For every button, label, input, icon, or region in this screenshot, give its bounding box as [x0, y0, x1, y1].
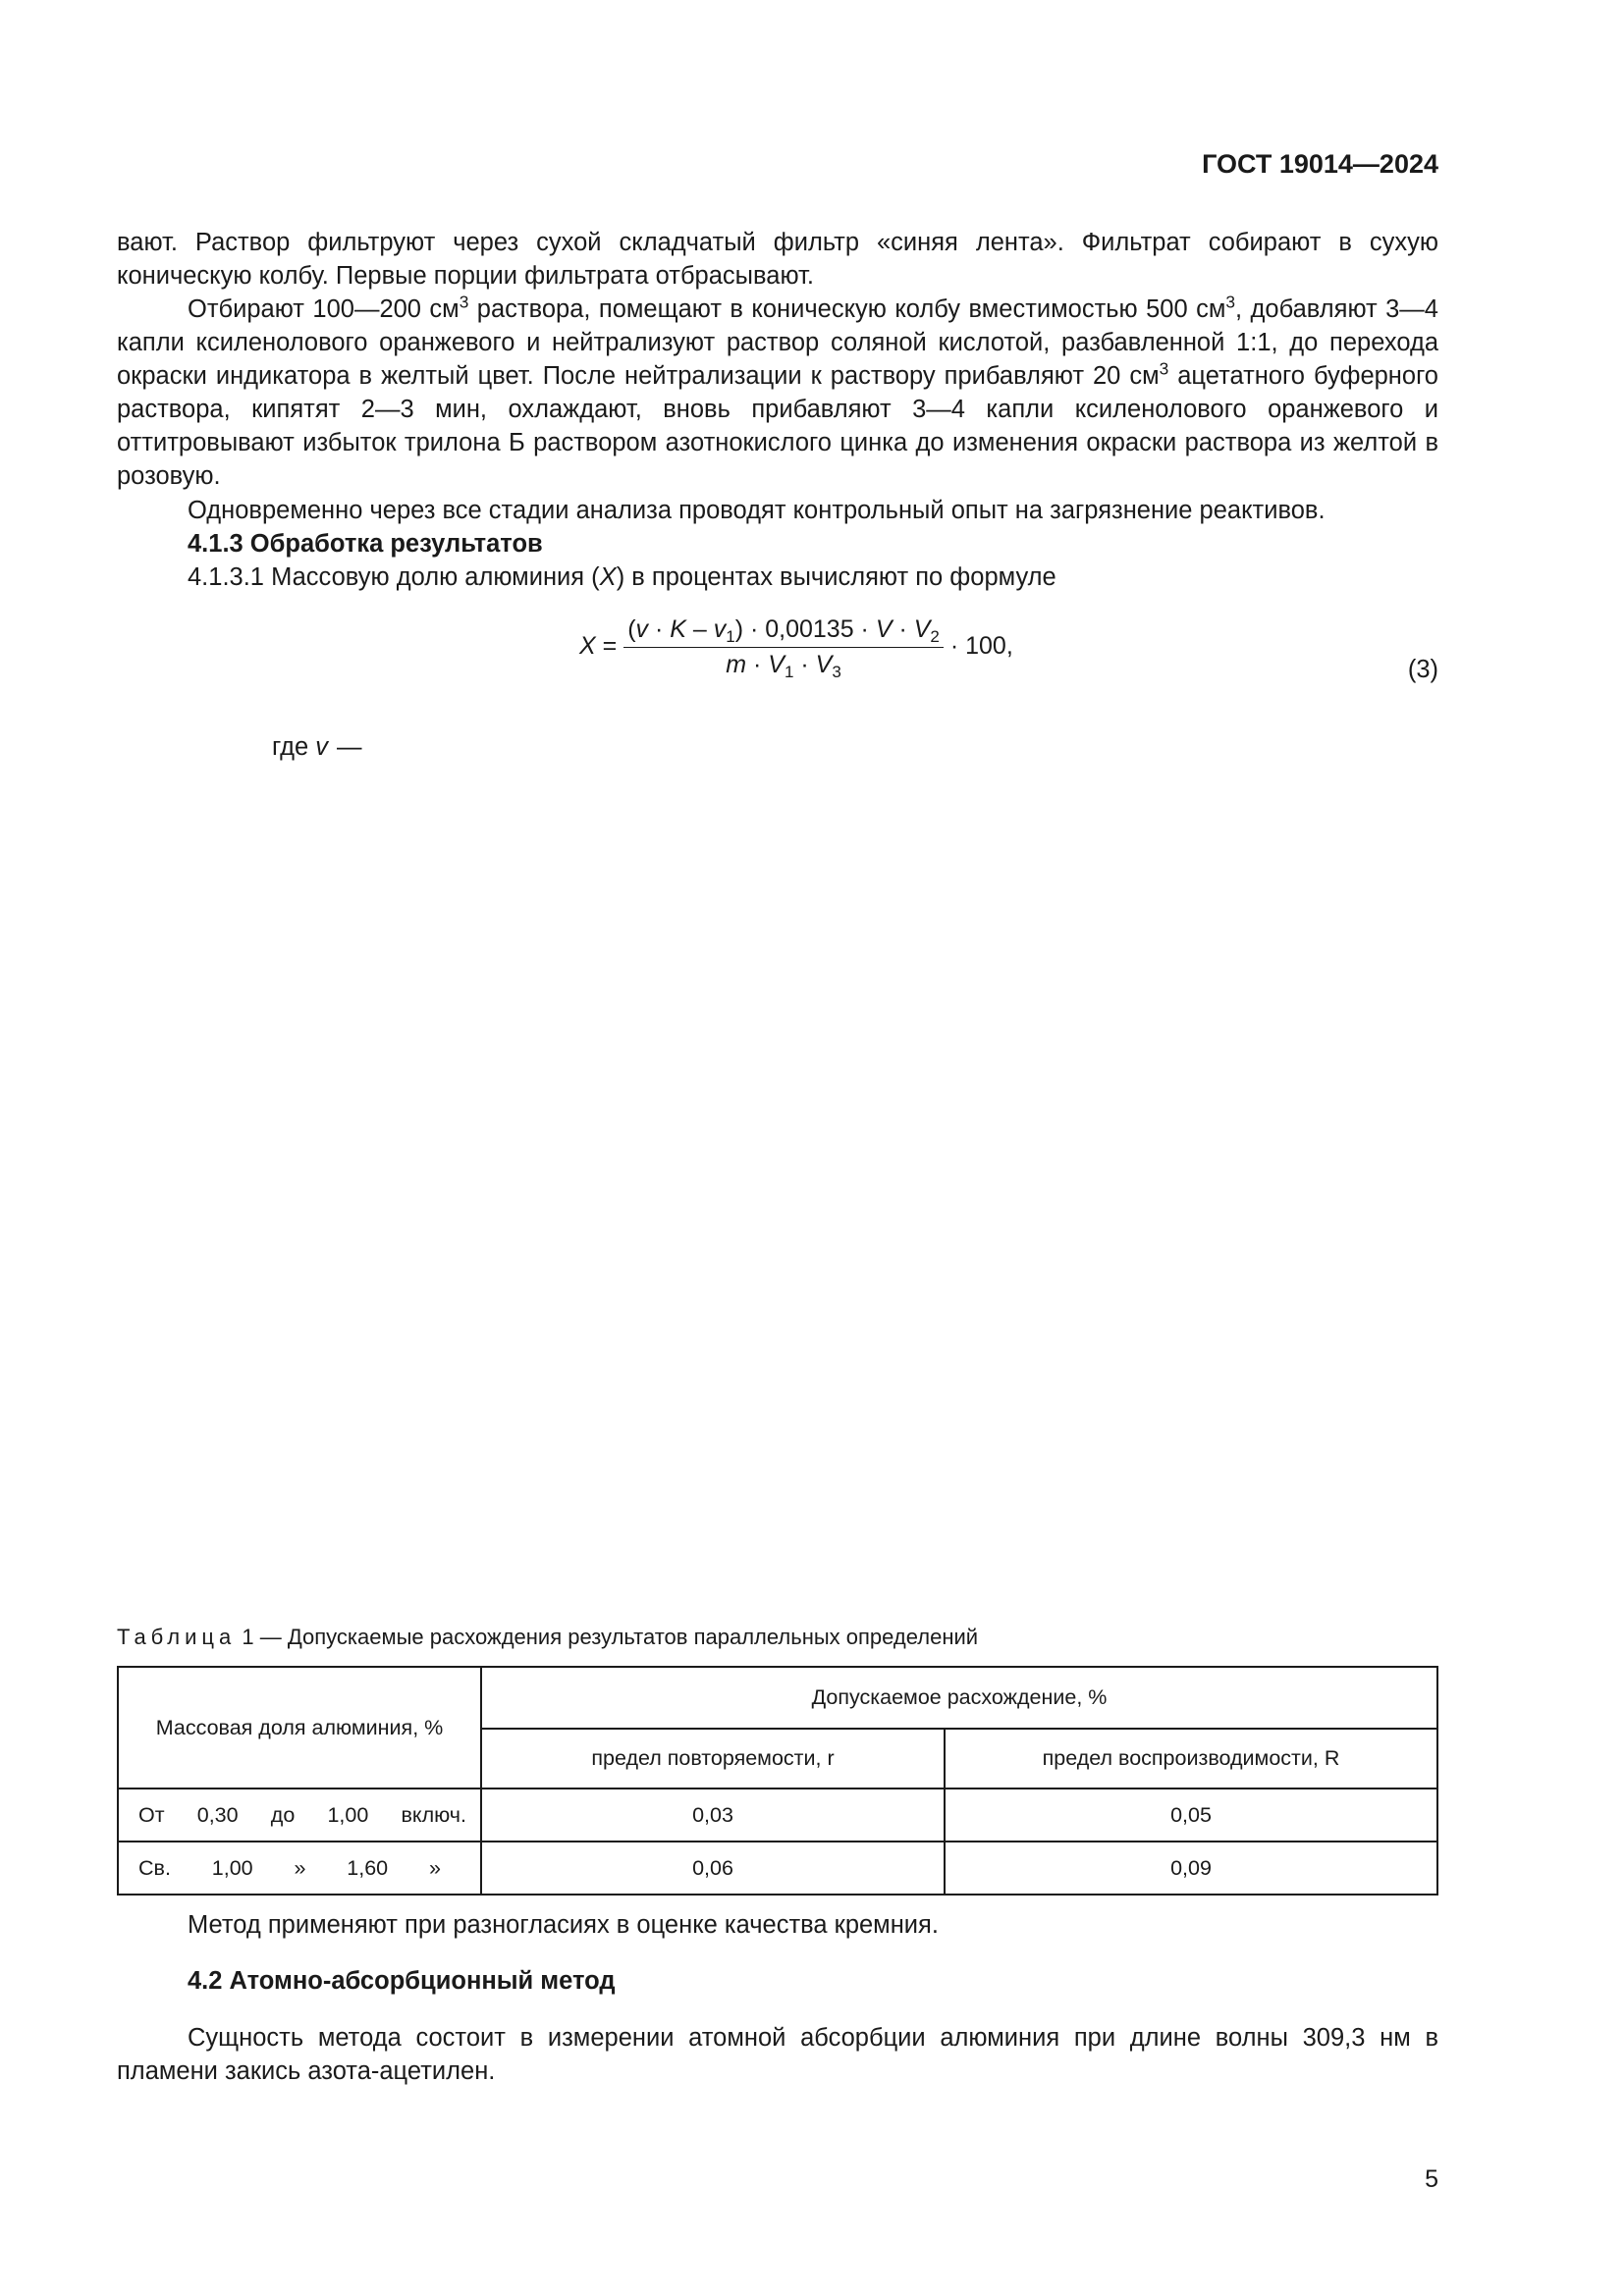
- row-r-cell: 0,03: [481, 1789, 945, 1842]
- paragraph-4-1-3-1: 4.1.3.1 Массовую долю алюминия (X) в процентах вычисляют по формуле: [188, 563, 1056, 591]
- page-number: 5: [1425, 2165, 1438, 2193]
- table-row: [118, 1789, 1437, 1842]
- table-row: [118, 1842, 1437, 1895]
- row-R-cell: 0,09: [945, 1842, 1437, 1895]
- row-r-cell: 0,06: [481, 1842, 945, 1895]
- header-reproducibility: предел воспроизводимости, R: [945, 1729, 1437, 1789]
- row-range-cell: От 0,30 до 1,00 включ.: [118, 1789, 481, 1842]
- definition-v: где v —: [271, 733, 362, 761]
- heading-4-2: 4.2 Атомно-абсорбционный метод: [188, 1967, 616, 1995]
- table-caption: Таблица 1 — Допускаемые расхождения результатов параллельных определений: [117, 1625, 979, 1649]
- paragraph-control-test: Одновременно через все стадии анализа проводят контрольный опыт на загрязнение реактивов.: [188, 497, 1326, 524]
- header-repeatability: предел повторяемости, r: [481, 1729, 945, 1789]
- row-R-cell: 0,05: [945, 1789, 1437, 1842]
- paragraph-method-usage: Метод применяют при разногласиях в оценке качества кремния.: [188, 1911, 939, 1939]
- equation-number-3: (3): [1407, 656, 1438, 683]
- header-mass-fraction: Массовая доля алюминия, %: [118, 1667, 481, 1789]
- table-1: [117, 1666, 1438, 1896]
- paragraph-4-2: Сущность метода состоит в измерении атомной абсорбции алюминия при длине волны 309,3 нм в пламени закись азота-ацетилен.: [117, 2024, 1438, 2085]
- row-range-cell: Св. 1,00 » 1,60 »: [118, 1842, 481, 1895]
- header-allowed-deviation: Допускаемое расхождение, %: [481, 1667, 1437, 1729]
- document-id: ГОСТ 19014—2024: [1202, 149, 1438, 179]
- paragraph-filtration: вают. Раствор фильтруют через сухой складчатый фильтр «синяя лента». Фильтрат собирают в сухую коническую колбу. Первые порции фильтрата отбрасывают.: [117, 229, 1438, 290]
- paragraph-titration: Отбирают 100—200 $см^3$ раствора, помещают в коническую колбу вместимостью 500 $см^3$, добавляют 3—4 капли ксиленолового оранжевого и нейтрализуют раствор соляной кислотой, разбавленной 1:1, до перехода окраски индикатора в желтый цвет. После нейтрализации к раствору прибавляют 20 $см^3$ ацетатного буферного раствора, кипятят 2—3 мин, охлаждают, вновь прибавляют 3—4 капли ксиленолового оранжевого и оттитровывают избыток трилона Б раствором азотнокислого цинка до изменения окраски раствора из желтой в розовую.: [117, 292, 1438, 490]
- heading-4-1-3: 4.1.3 Обработка результатов: [188, 530, 543, 558]
- formula-3: X = $\frac{(v \cdot K - v_1) \cdot 0,00135 \cdot V \cdot V_2}{m \cdot V_1 \cdot V_3}$ · 100,: [579, 615, 1013, 682]
